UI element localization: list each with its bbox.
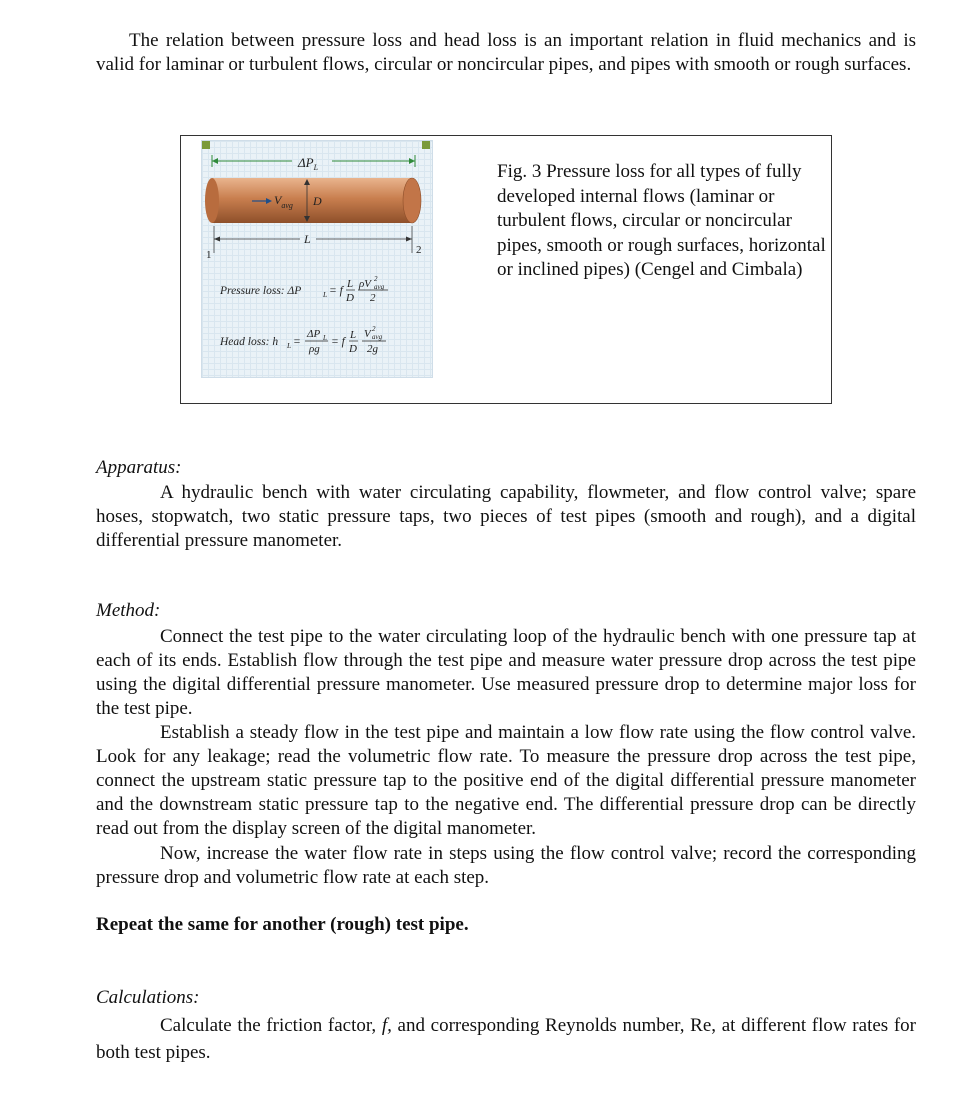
- apparatus-heading: Apparatus:: [96, 457, 182, 478]
- pipe-body: [212, 178, 412, 223]
- svg-text:ρV: ρV: [359, 278, 371, 290]
- svg-text:2: 2: [374, 275, 378, 283]
- svg-text:L: L: [347, 278, 354, 290]
- calc-text-after: and corresponding Reynolds number, Re, at different flow rates for both test pipes.: [96, 1015, 916, 1063]
- figure-box: [180, 135, 832, 404]
- calculations-heading: Calculations:: [96, 987, 200, 1008]
- apparatus-paragraph: A hydraulic bench with water circulating capability, flowmeter, and flow control valve; spare hoses, stopwatch, two static pressure taps, two pieces of test pipes (smooth and rough), and a digital differential pressure manometer.: [96, 482, 916, 551]
- diameter-label: D: [313, 194, 322, 208]
- pipe-inlet-end: [205, 178, 219, 223]
- svg-text:L: L: [323, 290, 328, 299]
- svg-text:= f: = f: [329, 285, 343, 297]
- svg-text:L: L: [287, 341, 292, 350]
- svg-text:=: =: [293, 336, 301, 348]
- method-paragraph-2: Establish a steady flow in the test pipe and maintain a low flow rate using the flow control valve. Look for any leakage; read the volumetric flow rate. To measure the pressure drop across the test pipe, connect the upstream static pressure tap to the positive end of the digital differential pressure manometer and the downstream static pressure tap to the negative end. The differential pressure drop can be directly read out from the display screen of the digital manometer.: [96, 722, 916, 839]
- delta-p-label: $\Delta P_L$: [298, 155, 319, 172]
- svg-text:L: L: [323, 334, 327, 342]
- svg-text:avg: avg: [372, 333, 383, 341]
- friction-factor-symbol: f,: [381, 1015, 392, 1036]
- corner-marker: [422, 141, 430, 149]
- head-loss-equation: [219, 325, 386, 355]
- svg-text:2: 2: [370, 292, 376, 304]
- svg-text:V: V: [364, 328, 371, 340]
- method-paragraph-1: Connect the test pipe to the water circulating loop of the hydraulic bench with one pressure tap at each of its ends. Establish flow through the test pipe and measure water pressure drop across the test pipe using the digital differential pressure manometer. Use measured pressure drop to determine major loss for the test pipe.: [96, 626, 916, 719]
- pressure-loss-equation: [219, 275, 388, 304]
- velocity-label: $V_{avg}$: [274, 193, 293, 210]
- pipe-outlet-end: [403, 178, 421, 223]
- method-heading: Method:: [96, 600, 161, 621]
- svg-text:Head loss: h: Head loss: h: [220, 336, 279, 348]
- svg-text:D: D: [346, 292, 354, 304]
- length-label: L: [304, 232, 311, 246]
- station-1-label: 1: [206, 249, 212, 261]
- svg-text:= f: = f: [331, 336, 345, 348]
- svg-text:Pressure loss: ΔP: Pressure loss: ΔP: [220, 285, 302, 297]
- figure-caption: Fig. 3 Pressure loss for all types of fully developed internal flows (laminar or turbulent flows, circular or noncircular pipes, smooth or rough surfaces, horizontal or inclined pipes) (Cengel and Cimbala): [497, 161, 826, 280]
- calculations-paragraph: [96, 1012, 916, 1066]
- station-2-label: 2: [416, 244, 422, 256]
- intro-paragraph: The relation between pressure loss and head loss is an important relation in fluid mechanics and is valid for laminar or turbulent flows, circular or noncircular pipes, and pipes with smooth or rough surfaces.: [96, 30, 916, 75]
- svg-text:ΔP: ΔP: [307, 328, 321, 340]
- repeat-instruction: Repeat the same for another (rough) test pipe.: [96, 914, 469, 935]
- svg-text:L: L: [350, 329, 357, 341]
- svg-text:ρg: ρg: [309, 343, 320, 355]
- svg-text:avg: avg: [374, 283, 385, 291]
- figure-illustration: [201, 140, 433, 378]
- method-paragraph-3: Now, increase the water flow rate in steps using the flow control valve; record the corresponding pressure drop and volumetric flow rate at each step.: [96, 843, 916, 888]
- svg-text:2g: 2g: [367, 343, 378, 355]
- corner-marker: [202, 141, 210, 149]
- svg-text:2: 2: [372, 325, 376, 333]
- svg-text:D: D: [349, 343, 357, 355]
- calc-text-before: Calculate the friction factor,: [160, 1015, 382, 1036]
